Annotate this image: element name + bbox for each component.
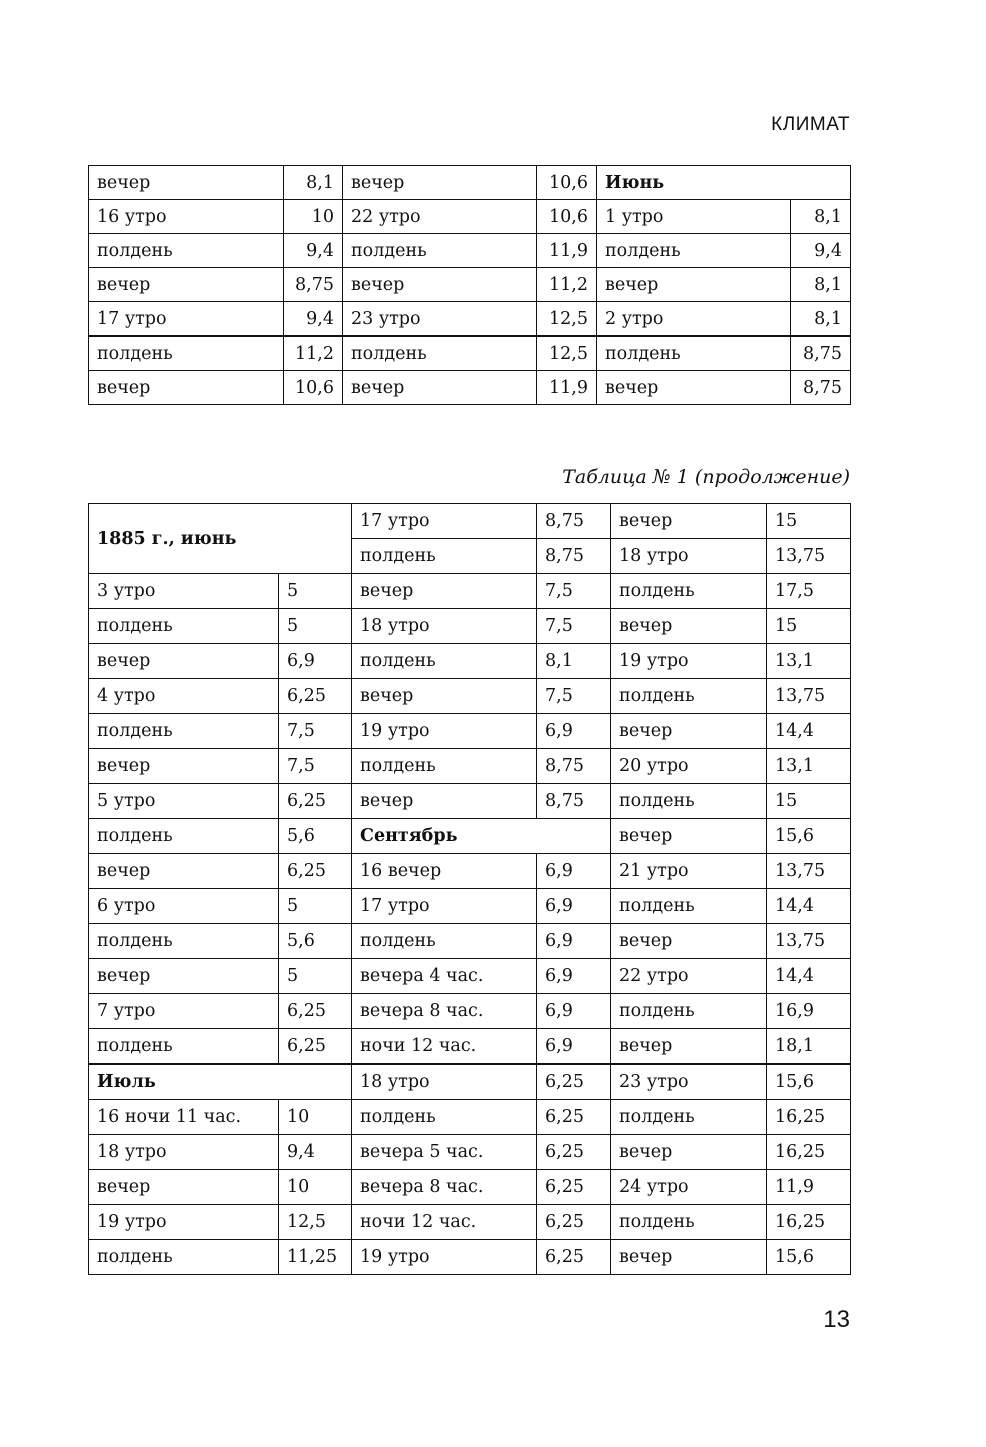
table-cell: полдень [611, 574, 767, 609]
table-cell: 6,25 [279, 679, 352, 714]
table-row [89, 889, 851, 924]
table-cell: 5,6 [279, 924, 352, 959]
table-top [88, 165, 851, 405]
table-cell: 3 утро [89, 574, 279, 609]
table-cell: 6,25 [279, 854, 352, 889]
table-cell: полдень [597, 234, 791, 268]
table-row [89, 749, 851, 784]
table-cell: полдень [611, 679, 767, 714]
table-cell: 8,75 [791, 371, 851, 405]
table-cell: вечер [89, 268, 284, 302]
table-row [89, 854, 851, 889]
table-cell: 7,5 [279, 714, 352, 749]
table-cell: полдень [343, 336, 537, 371]
table-cell: 8,75 [537, 504, 611, 539]
table-cell: 7,5 [537, 574, 611, 609]
table-cell: 9,4 [791, 234, 851, 268]
table-main [88, 503, 851, 1275]
table-cell: вечер [597, 268, 791, 302]
table-cell: полдень [89, 1029, 279, 1065]
table-cell: 12,5 [537, 302, 597, 337]
table-cell: 13,75 [767, 539, 851, 574]
table-cell: 6,9 [537, 714, 611, 749]
table-cell: вечер [611, 819, 767, 854]
table-cell: 6,9 [537, 994, 611, 1029]
table-cell: 14,4 [767, 714, 851, 749]
table-cell: 7,5 [279, 749, 352, 784]
table-cell: 17 утро [89, 302, 284, 337]
table-cell: вечер [343, 371, 537, 405]
table-row [89, 819, 851, 854]
table-cell: полдень [89, 609, 279, 644]
table-cell: полдень [611, 994, 767, 1029]
table-cell: 15,6 [767, 1240, 851, 1275]
table-cell: 6,25 [279, 994, 352, 1029]
table-cell: вечер [89, 166, 284, 200]
table-cell: вечер [597, 371, 791, 405]
table-cell: полдень [611, 889, 767, 924]
table-cell: вечер [89, 644, 279, 679]
table-cell: полдень [89, 1240, 279, 1275]
table-cell: 22 утро [611, 959, 767, 994]
table-cell: 15 [767, 609, 851, 644]
table-row [89, 644, 851, 679]
table-row [89, 302, 851, 337]
table-row [89, 959, 851, 994]
table-cell: 5,6 [279, 819, 352, 854]
table-cell: вечер [352, 679, 537, 714]
table-cell: 16 утро [89, 200, 284, 234]
table-cell: вечера 8 час. [352, 994, 537, 1029]
table-cell: 5 [279, 574, 352, 609]
table-cell: полдень [611, 1205, 767, 1240]
table-cell: 18,1 [767, 1029, 851, 1065]
table-cell: 18 утро [611, 539, 767, 574]
table-cell: 4 утро [89, 679, 279, 714]
table-cell: 16 ночи 11 час. [89, 1100, 279, 1135]
table-cell: полдень [352, 539, 537, 574]
table-cell: 8,75 [537, 539, 611, 574]
table-cell: 6,25 [537, 1240, 611, 1275]
table-cell: 10 [284, 200, 343, 234]
table-cell: 5 [279, 889, 352, 924]
table-cell: вечер [611, 1135, 767, 1170]
table-cell: 18 утро [352, 609, 537, 644]
table-cell: 19 утро [352, 1240, 537, 1275]
table-cell: 11,2 [284, 336, 343, 371]
table-cell: 14,4 [767, 889, 851, 924]
table-cell: вечер [89, 854, 279, 889]
table-row [89, 336, 851, 371]
table-cell: 16,25 [767, 1135, 851, 1170]
table-cell: 24 утро [611, 1170, 767, 1205]
table-row [89, 679, 851, 714]
table-cell: вечер [89, 1170, 279, 1205]
table-cell: 11,2 [537, 268, 597, 302]
table-cell: вечер [611, 714, 767, 749]
table-cell: вечер [89, 959, 279, 994]
table-cell: 6,9 [279, 644, 352, 679]
table-row [89, 609, 851, 644]
table-cell: полдень [352, 749, 537, 784]
table-cell: 10 [279, 1170, 352, 1205]
table-cell: 6,9 [537, 854, 611, 889]
table-row [89, 784, 851, 819]
table-cell: вечера 5 час. [352, 1135, 537, 1170]
table-row [89, 200, 851, 234]
month-heading: Июль [89, 1064, 352, 1100]
table-cell: полдень [89, 924, 279, 959]
table-cell: 9,4 [284, 302, 343, 337]
table-cell: 8,75 [537, 784, 611, 819]
table-cell: вечер [611, 504, 767, 539]
table-row [89, 234, 851, 268]
table-cell: 15 [767, 784, 851, 819]
table-row [89, 994, 851, 1029]
table-cell: 6,25 [537, 1170, 611, 1205]
table-cell: 8,1 [791, 302, 851, 337]
table-cell: 16,9 [767, 994, 851, 1029]
table-cell: 7 утро [89, 994, 279, 1029]
table-cell: 8,75 [537, 749, 611, 784]
table-cell: 23 утро [343, 302, 537, 337]
table-cell: 11,9 [537, 234, 597, 268]
table-cell: 12,5 [279, 1205, 352, 1240]
table-cell: 7,5 [537, 679, 611, 714]
table-cell: 6,25 [537, 1100, 611, 1135]
table-cell: 8,1 [537, 644, 611, 679]
table-cell: полдень [611, 1100, 767, 1135]
table-cell: 1 утро [597, 200, 791, 234]
table-cell: 20 утро [611, 749, 767, 784]
table-row [89, 1135, 851, 1170]
table-cell: 15,6 [767, 1064, 851, 1100]
table-cell: 21 утро [611, 854, 767, 889]
table-cell: 5 [279, 959, 352, 994]
table-cell: 19 утро [611, 644, 767, 679]
table-cell: 17 утро [352, 504, 537, 539]
running-header: КЛИМАТ [771, 114, 850, 135]
table-cell: 19 утро [89, 1205, 279, 1240]
table-cell: 15 [767, 504, 851, 539]
table-cell: вечер [352, 784, 537, 819]
table-cell: полдень [89, 819, 279, 854]
table-cell: полдень [352, 924, 537, 959]
table-cell: 6 утро [89, 889, 279, 924]
table-cell: 12,5 [537, 336, 597, 371]
table-row [89, 1029, 851, 1065]
month-heading: Июнь [597, 166, 851, 200]
table-cell: вечер [611, 1240, 767, 1275]
table-cell: 9,4 [284, 234, 343, 268]
page-number: 13 [823, 1306, 850, 1333]
table-cell: 10,6 [284, 371, 343, 405]
table-row [89, 1240, 851, 1275]
table-cell: 6,9 [537, 889, 611, 924]
table-cell: полдень [89, 336, 284, 371]
table-cell: 17 утро [352, 889, 537, 924]
table-cell: 6,9 [537, 1029, 611, 1065]
table-cell: 11,25 [279, 1240, 352, 1275]
table-cell: полдень [89, 234, 284, 268]
table-cell: ночи 12 час. [352, 1029, 537, 1065]
month-heading: Сентябрь [352, 819, 611, 854]
table-cell: вечера 4 час. [352, 959, 537, 994]
table-cell: 11,9 [537, 371, 597, 405]
table-row [89, 574, 851, 609]
table-cell: вечер [89, 371, 284, 405]
table-cell: 6,25 [279, 1029, 352, 1065]
table-cell: 16 вечер [352, 854, 537, 889]
table-cell: 8,75 [791, 336, 851, 371]
table-cell: ночи 12 час. [352, 1205, 537, 1240]
table-cell: 6,25 [537, 1135, 611, 1170]
table-cell: 8,75 [284, 268, 343, 302]
table-cell: 13,1 [767, 749, 851, 784]
table-cell: 11,9 [767, 1170, 851, 1205]
table-cell: 14,4 [767, 959, 851, 994]
table-cell: полдень [89, 714, 279, 749]
table-cell: полдень [352, 1100, 537, 1135]
table-cell: 8,1 [284, 166, 343, 200]
table-cell: полдень [343, 234, 537, 268]
table-cell: 9,4 [279, 1135, 352, 1170]
table-row [89, 371, 851, 405]
table-cell: полдень [597, 336, 791, 371]
table-cell: 18 утро [352, 1064, 537, 1100]
table-cell: 15,6 [767, 819, 851, 854]
table-row [89, 1064, 851, 1100]
table-row [89, 1170, 851, 1205]
table-row [89, 714, 851, 749]
year-heading: 1885 г., июнь [89, 504, 352, 574]
table-row [89, 268, 851, 302]
table-cell: 7,5 [537, 609, 611, 644]
table-caption: Таблица № 1 (продолжение) [562, 466, 850, 488]
table-cell: 13,75 [767, 854, 851, 889]
table-cell: 8,1 [791, 268, 851, 302]
table-cell: 2 утро [597, 302, 791, 337]
table-cell: 6,9 [537, 924, 611, 959]
table-cell: 17,5 [767, 574, 851, 609]
table-cell: 6,25 [537, 1064, 611, 1100]
table-cell: 10,6 [537, 200, 597, 234]
table-cell: полдень [352, 644, 537, 679]
table-cell: 18 утро [89, 1135, 279, 1170]
table-cell: 22 утро [343, 200, 537, 234]
table-cell: 8,1 [791, 200, 851, 234]
table-row [89, 1100, 851, 1135]
table-cell: вечер [89, 749, 279, 784]
table-cell: 13,75 [767, 924, 851, 959]
table-cell: 19 утро [352, 714, 537, 749]
table-cell: 16,25 [767, 1205, 851, 1240]
table-cell: 6,25 [537, 1205, 611, 1240]
table-cell: 10,6 [537, 166, 597, 200]
table-cell: 16,25 [767, 1100, 851, 1135]
table-cell: вечер [611, 609, 767, 644]
table-cell: 23 утро [611, 1064, 767, 1100]
table-cell: вечер [343, 268, 537, 302]
table-cell: 5 утро [89, 784, 279, 819]
table-cell: вечер [352, 574, 537, 609]
table-cell: вечера 8 час. [352, 1170, 537, 1205]
table-cell: 13,75 [767, 679, 851, 714]
table-cell: 6,9 [537, 959, 611, 994]
table-cell: 10 [279, 1100, 352, 1135]
table-cell: вечер [343, 166, 537, 200]
table-cell: 13,1 [767, 644, 851, 679]
table-row [89, 166, 851, 200]
table-row [89, 924, 851, 959]
table-row [89, 1205, 851, 1240]
table-cell: 5 [279, 609, 352, 644]
table-cell: полдень [611, 784, 767, 819]
table-cell: вечер [611, 1029, 767, 1065]
table-row [89, 504, 851, 539]
table-cell: 6,25 [279, 784, 352, 819]
table-cell: вечер [611, 924, 767, 959]
